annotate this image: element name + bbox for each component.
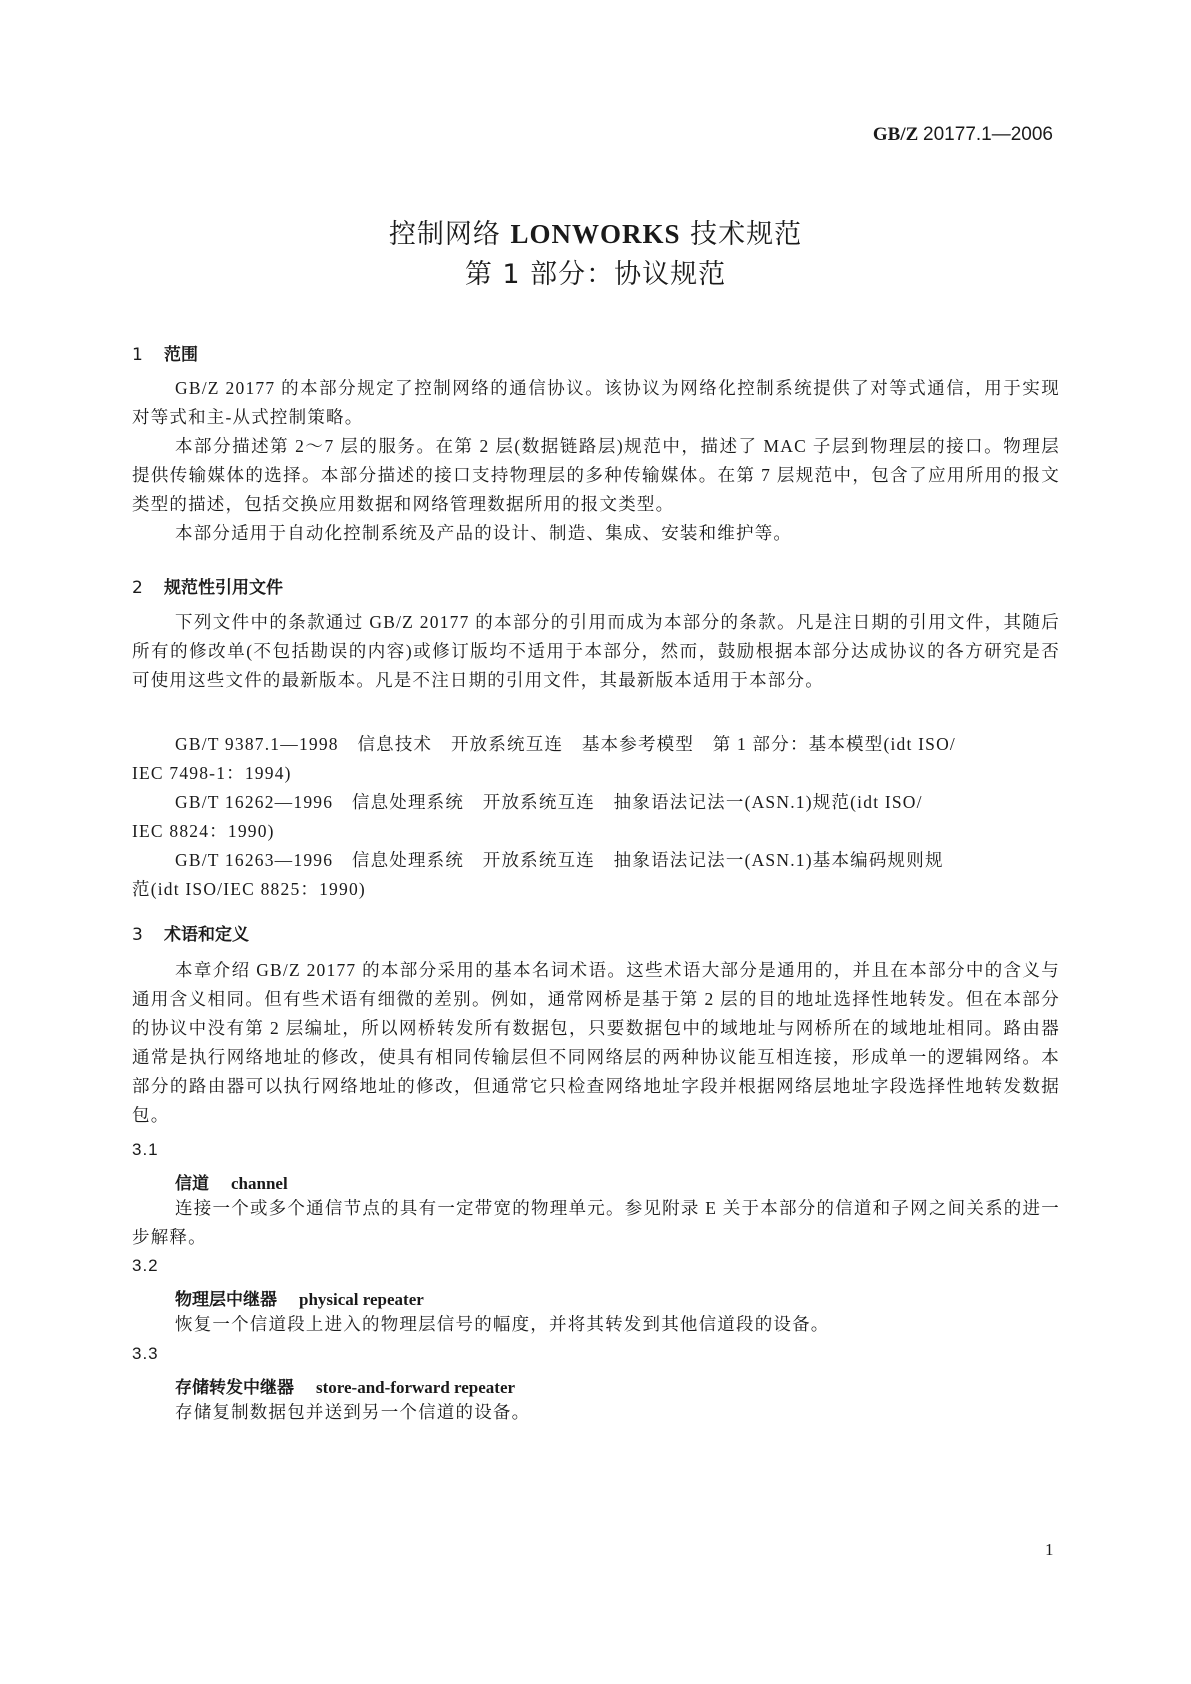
paragraph: 本部分适用于自动化控制系统及产品的设计、制造、集成、安装和维护等。	[175, 523, 793, 543]
term-en: store-and-forward repeater	[316, 1378, 516, 1397]
paragraph: GB/Z 20177 的本部分规定了控制网络的通信协议。该协议为网络化控制系统提供了对等式通信，用于实现对等式和主-从式控制策略。	[132, 378, 1060, 427]
standard-number: 20177.1—2006	[923, 124, 1053, 145]
standard-number-header	[873, 124, 1053, 146]
reference-item: GB/T 16263—1996 信息处理系统 开放系统互连 抽象语法记法一(ASN.1)基本编码规则规	[175, 850, 944, 870]
term-heading	[175, 1373, 515, 1398]
reference-item: GB/T 16262—1996 信息处理系统 开放系统互连 抽象语法记法一(ASN.1)规范(idt ISO/	[175, 792, 923, 812]
term-cn: 物理层中继器	[175, 1290, 277, 1310]
term-number: 3.2	[132, 1256, 159, 1275]
paragraph: 下列文件中的条款通过 GB/Z 20177 的本部分的引用而成为本部分的条款。凡是注日期的引用文件，其随后所有的修改单(不包括勘误的内容)或修订版均不适用于本部分，然而，鼓励根据本部分达成协议的各方研究是否可使用这些文件的最新版本。凡是不注日期的引用文件，其最新版本适用于本部分。	[132, 612, 1060, 690]
document-title-line1	[0, 212, 1191, 251]
reference-item-cont: IEC 8824：1990)	[132, 821, 275, 841]
reference-item-cont: IEC 7498-1：1994)	[132, 763, 292, 783]
section-number: 3	[132, 925, 143, 945]
term-heading	[175, 1169, 288, 1194]
page-number: 1	[1045, 1540, 1054, 1559]
section-heading-2	[132, 573, 283, 598]
term-heading	[175, 1285, 424, 1310]
term-cn: 存储转发中继器	[175, 1378, 294, 1398]
section-heading-1	[132, 340, 198, 365]
term-definition: 连接一个或多个通信节点的具有一定带宽的物理单元。参见附录 E 关于本部分的信道和子网之间关系的进一步解释。	[132, 1198, 1060, 1247]
term-definition: 存储复制数据包并送到另一个信道的设备。	[175, 1402, 531, 1422]
term-en: channel	[231, 1174, 288, 1193]
section-title: 规范性引用文件	[164, 578, 283, 598]
title-cn-a: 控制网络	[388, 219, 501, 250]
section-heading-3	[132, 920, 249, 945]
term-en: physical repeater	[299, 1290, 424, 1309]
term-number: 3.1	[132, 1140, 159, 1159]
paragraph: 本部分描述第 2～7 层的服务。在第 2 层(数据链路层)规范中，描述了 MAC 子层到物理层的接口。物理层提供传输媒体的选择。本部分描述的接口支持物理层的多种传输媒体。在第 7 层规范中，包含了应用所用的报文类型的描述，包括交换应用数据和网络管理数据所用的报文类型。	[132, 436, 1060, 514]
reference-item: GB/T 9387.1—1998 信息技术 开放系统互连 基本参考模型 第 1 部分：基本模型(idt ISO/	[175, 734, 956, 754]
section-title: 术语和定义	[164, 925, 249, 945]
section-number: 2	[132, 578, 143, 598]
section-number: 1	[132, 345, 143, 365]
reference-item-cont: 范(idt ISO/IEC 8825：1990)	[132, 879, 366, 899]
paragraph: 本章介绍 GB/Z 20177 的本部分采用的基本名词术语。这些术语大部分是通用的，并且在本部分中的含义与通用含义相同。但有些术语有细微的差别。例如，通常网桥是基于第 2 层的目的地址选择性地转发。但在本部分的协议中没有第 2 层编址，所以网桥转发所有数据包，只要数据包中的域地址与网桥所在的域地址相同。路由器通常是执行网络地址的修改，使具有相同传输层但不同网络层的两种协议能互相连接，形成单一的逻辑网络。本部分的路由器可以执行网络地址的修改，但通常它只检查网络地址字段并根据网络层地址字段选择性地转发数据包。	[132, 960, 1060, 1125]
section-title: 范围	[164, 345, 198, 365]
term-definition: 恢复一个信道段上进入的物理层信号的幅度，并将其转发到其他信道段的设备。	[175, 1314, 830, 1334]
standard-prefix: GB/Z	[872, 124, 919, 145]
title-cn-b: 技术规范	[690, 219, 803, 250]
term-number: 3.3	[132, 1344, 159, 1363]
title-en: LONWORKS	[510, 219, 681, 249]
document-title-line2: 第 1 部分：协议规范	[464, 259, 727, 290]
term-cn: 信道	[175, 1174, 209, 1194]
